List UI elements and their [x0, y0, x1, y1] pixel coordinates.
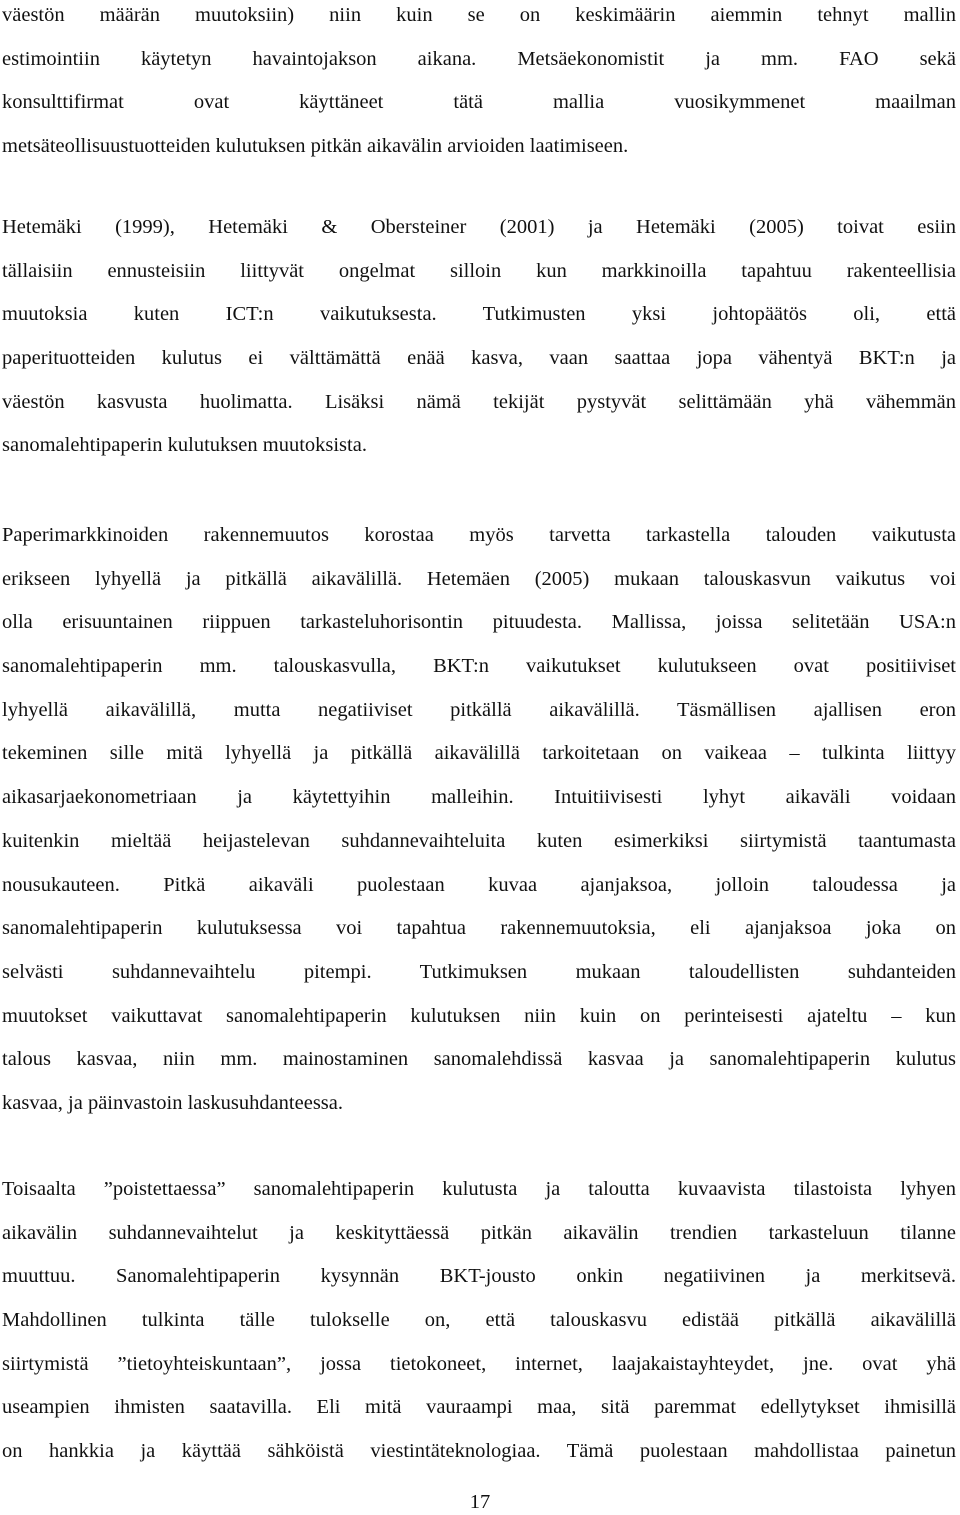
text-line: useampien ihmisten saatavilla. Eli mitä vauraampi maa, sitä paremmat edellytykset ihmisillä: [2, 1396, 956, 1419]
text-line: aikasarjaekonometriaan ja käytettyihin malleihin. Intuitiivisesti lyhyt aikaväli voidaan: [2, 786, 956, 809]
text-line: sanomalehtipaperin kulutuksen muutoksista.: [2, 434, 367, 457]
text-line: estimointiin käytetyn havaintojakson aikana. Metsäekonomistit ja mm. FAO sekä: [2, 47, 956, 70]
text-line: selvästi suhdannevaihtelu pitempi. Tutkimuksen mukaan taloudellisten suhdanteiden: [2, 960, 956, 983]
text-line: on hankkia ja käyttää sähköistä viestintäteknologiaa. Tämä puolestaan mahdollistaa painetun: [2, 1440, 956, 1463]
text-line: Mahdollinen tulkinta tälle tulokselle on, että talouskasvu edistää pitkällä aikavälillä: [2, 1309, 956, 1332]
text-line: talous kasvaa, niin mm. mainostaminen sanomalehdissä kasvaa ja sanomalehtipaperin kulutus: [2, 1048, 956, 1071]
paragraph-1: [2, 0, 956, 169]
text-line: tekeminen sille mitä lyhyellä ja pitkällä aikavälillä tarkoitetaan on vaikeaa – tulkinta liittyy: [2, 742, 956, 765]
text-line: konsulttifirmat ovat käyttäneet tätä mallia vuosikymmenet maailman: [2, 91, 956, 114]
text-line: väestön määrän muutoksiin) niin kuin se on keskimäärin aiemmin tehnyt mallin: [2, 4, 956, 26]
text-line: kasvaa, ja päinvastoin laskusuhdanteessa.: [2, 1091, 344, 1114]
paragraph-3: [2, 514, 956, 1126]
text-line: Paperimarkkinoiden rakennemuutos korostaa myös tarvetta tarkastella talouden vaikutusta: [2, 524, 956, 546]
text-line: erikseen lyhyellä ja pitkällä aikavälillä. Hetemäen (2005) mukaan talouskasvun vaikutus voi: [2, 567, 956, 590]
text-line: nousukauteen. Pitkä aikaväli puolestaan kuvaa ajanjaksoa, jolloin taloudessa ja: [2, 873, 956, 896]
text-line: paperituotteiden kulutus ei välttämättä enää kasva, vaan saattaa jopa vähentyä BKT:n ja: [2, 347, 956, 370]
text-line: Toisaalta ”poistettaessa” sanomalehtipaperin kulutusta ja taloutta kuvaavista tilastoista lyhyen: [2, 1178, 956, 1200]
text-line: olla erisuuntainen riippuen tarkasteluhorisontin pituudesta. Mallissa, joissa selitetään USA:n: [2, 611, 956, 634]
text-line: lyhyellä aikavälillä, mutta negatiiviset pitkällä aikavälillä. Täsmällisen ajallisen eron: [2, 698, 956, 721]
text-line: sanomalehtipaperin kulutuksessa voi tapahtua rakennemuutoksia, eli ajanjaksoa joka on: [2, 917, 956, 940]
text-line: muutoksia kuten ICT:n vaikutuksesta. Tutkimusten yksi johtopäätös oli, että: [2, 303, 956, 326]
text-line: väestön kasvusta huolimatta. Lisäksi nämä tekijät pystyvät selittämään yhä vähemmän: [2, 390, 956, 413]
text-line: Hetemäki (1999), Hetemäki & Obersteiner (2001) ja Hetemäki (2005) toivat esiin: [2, 216, 956, 238]
text-line: muuttuu. Sanomalehtipaperin kysynnän BKT-jousto onkin negatiivinen ja merkitsevä.: [2, 1265, 956, 1288]
text-line: kuitenkin mieltää heijastelevan suhdannevaihteluita kuten esimerkiksi siirtymistä taantumasta: [2, 829, 956, 852]
text-line: aikavälin suhdannevaihtelut ja keskityttäessä pitkän aikavälin trendien tarkasteluun tilanne: [2, 1221, 956, 1244]
text-line: tällaisiin ennusteisiin liittyvät ongelmat silloin kun markkinoilla tapahtuu rakenteellisia: [2, 259, 956, 282]
text-line: sanomalehtipaperin mm. talouskasvulla, BKT:n vaikutukset kulutukseen ovat positiiviset: [2, 655, 956, 678]
page-number: 17: [469, 1491, 491, 1513]
paragraph-4: [2, 1168, 956, 1474]
text-line: muutokset vaikuttavat sanomalehtipaperin kulutuksen niin kuin on perinteisesti ajateltu – kun: [2, 1004, 956, 1027]
text-line: siirtymistä ”tietoyhteiskuntaan”, jossa tietokoneet, internet, laajakaistayhteydet, jne. ovat yhä: [2, 1352, 956, 1375]
text-line: metsäteollisuustuotteiden kulutuksen pitkän aikavälin arvioiden laatimiseen.: [2, 135, 629, 158]
paragraph-2: [2, 206, 956, 468]
